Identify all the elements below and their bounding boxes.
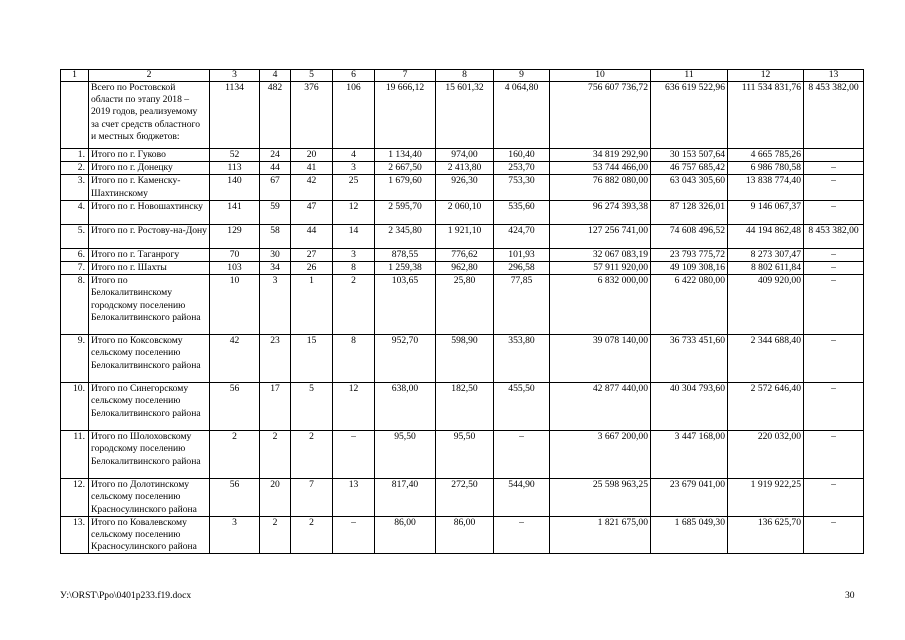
- value-cell-col-8: 1 921,10: [436, 224, 494, 248]
- value-cell-col-5: 1: [291, 275, 333, 335]
- value-cell-col-8: 974,00: [436, 149, 494, 162]
- value-cell-col-10: 756 607 736,72: [550, 82, 651, 149]
- value-cell-col-10: 127 256 741,00: [550, 224, 651, 248]
- value-cell-col-11: 63 043 305,60: [651, 175, 728, 200]
- table-row: [61, 224, 864, 248]
- value-cell-col-3: 141: [210, 200, 260, 224]
- row-name-cell: Итого по г. Каменску-Шахтинскому: [89, 175, 210, 200]
- value-cell-col-3: 42: [210, 335, 260, 383]
- row-name-cell: Всего по Ростовской области по этапу 2018 – 2019 годов, реализуемому за счет средств областного и местных бюджетов:: [89, 82, 210, 149]
- value-cell-col-11: 87 128 326,01: [651, 200, 728, 224]
- value-cell-col-8: 962,80: [436, 262, 494, 275]
- value-cell-col-6: 12: [333, 383, 375, 431]
- value-cell-col-13: –: [804, 383, 864, 431]
- value-cell-col-7: 95,50: [375, 431, 436, 479]
- row-number-cell: 13.: [61, 516, 89, 554]
- value-cell-col-8: 182,50: [436, 383, 494, 431]
- row-name-cell: Итого по г. Ростову-на-Дону: [89, 224, 210, 248]
- value-cell-col-4: 3: [260, 275, 291, 335]
- value-cell-col-12: 4 665 785,26: [728, 149, 804, 162]
- value-cell-col-10: 34 819 292,90: [550, 149, 651, 162]
- row-number-cell: 6.: [61, 248, 89, 261]
- value-cell-col-9: 253,70: [494, 162, 550, 175]
- value-cell-col-13: 8 453 382,00: [804, 224, 864, 248]
- value-cell-col-9: 296,58: [494, 262, 550, 275]
- column-number-cell: 3: [210, 70, 260, 82]
- row-number-cell: 9.: [61, 335, 89, 383]
- value-cell-col-3: 129: [210, 224, 260, 248]
- value-cell-col-13: –: [804, 275, 864, 335]
- value-cell-col-3: 70: [210, 248, 260, 261]
- value-cell-col-9: 455,50: [494, 383, 550, 431]
- table-row: [61, 175, 864, 200]
- value-cell-col-10: 39 078 140,00: [550, 335, 651, 383]
- value-cell-col-8: 2 413,80: [436, 162, 494, 175]
- value-cell-col-4: 2: [260, 516, 291, 554]
- column-number-cell: 7: [375, 70, 436, 82]
- value-cell-col-12: 13 838 774,40: [728, 175, 804, 200]
- table-row: [61, 383, 864, 431]
- value-cell-col-4: 2: [260, 431, 291, 479]
- row-number-cell: 10.: [61, 383, 89, 431]
- row-name-cell: Итого по Ковалевскому сельскому поселению Красносулинского района: [89, 516, 210, 554]
- value-cell-col-13: –: [804, 162, 864, 175]
- value-cell-col-7: 1 134,40: [375, 149, 436, 162]
- value-cell-col-8: 926,30: [436, 175, 494, 200]
- value-cell-col-13: –: [804, 479, 864, 517]
- value-cell-col-9: 4 064,80: [494, 82, 550, 149]
- value-cell-col-12: 2 572 646,40: [728, 383, 804, 431]
- row-number-cell: 4.: [61, 200, 89, 224]
- value-cell-col-8: 15 601,32: [436, 82, 494, 149]
- row-number-cell: 3.: [61, 175, 89, 200]
- value-cell-col-6: 3: [333, 248, 375, 261]
- value-cell-col-7: 952,70: [375, 335, 436, 383]
- footer-file-path: У:\ORST\Ppo\0401p233.f19.docx: [60, 590, 192, 601]
- value-cell-col-5: 41: [291, 162, 333, 175]
- value-cell-col-12: 8 273 307,47: [728, 248, 804, 261]
- table-row: [61, 516, 864, 554]
- value-cell-col-4: 23: [260, 335, 291, 383]
- value-cell-col-8: 95,50: [436, 431, 494, 479]
- value-cell-col-10: 96 274 393,38: [550, 200, 651, 224]
- row-number-cell: 5.: [61, 224, 89, 248]
- row-number-cell: 7.: [61, 262, 89, 275]
- value-cell-col-9: 424,70: [494, 224, 550, 248]
- value-cell-col-7: 2 345,80: [375, 224, 436, 248]
- value-cell-col-10: 57 911 920,00: [550, 262, 651, 275]
- value-cell-col-6: 25: [333, 175, 375, 200]
- value-cell-col-11: 74 608 496,52: [651, 224, 728, 248]
- row-name-cell: Итого по г. Донецку: [89, 162, 210, 175]
- column-number-cell: 12: [728, 70, 804, 82]
- row-number-cell: 12.: [61, 479, 89, 517]
- value-cell-col-9: 77,85: [494, 275, 550, 335]
- value-cell-col-9: 101,93: [494, 248, 550, 261]
- value-cell-col-11: 30 153 507,64: [651, 149, 728, 162]
- value-cell-col-4: 67: [260, 175, 291, 200]
- value-cell-col-4: 58: [260, 224, 291, 248]
- value-cell-col-10: 42 877 440,00: [550, 383, 651, 431]
- table-row: [61, 335, 864, 383]
- value-cell-col-11: 36 733 451,60: [651, 335, 728, 383]
- value-cell-col-3: 113: [210, 162, 260, 175]
- row-number-cell: 8.: [61, 275, 89, 335]
- row-name-cell: Итого по Белокалитвинскому городскому поселению Белокалитвинского района: [89, 275, 210, 335]
- row-number-cell: 11.: [61, 431, 89, 479]
- value-cell-col-3: 103: [210, 262, 260, 275]
- table-row: [61, 162, 864, 175]
- value-cell-col-4: 17: [260, 383, 291, 431]
- value-cell-col-8: 25,80: [436, 275, 494, 335]
- value-cell-col-9: 753,30: [494, 175, 550, 200]
- value-cell-col-6: 8: [333, 262, 375, 275]
- value-cell-col-12: 8 802 611,84: [728, 262, 804, 275]
- value-cell-col-8: 598,90: [436, 335, 494, 383]
- value-cell-col-7: 1 679,60: [375, 175, 436, 200]
- value-cell-col-13: –: [804, 175, 864, 200]
- value-cell-col-13: –: [804, 248, 864, 261]
- value-cell-col-9: 160,40: [494, 149, 550, 162]
- column-number-cell: 5: [291, 70, 333, 82]
- value-cell-col-8: 272,50: [436, 479, 494, 517]
- value-cell-col-6: 2: [333, 275, 375, 335]
- value-cell-col-7: 86,00: [375, 516, 436, 554]
- column-number-cell: 6: [333, 70, 375, 82]
- value-cell-col-7: 638,00: [375, 383, 436, 431]
- value-cell-col-7: 2 595,70: [375, 200, 436, 224]
- value-cell-col-9: –: [494, 431, 550, 479]
- value-cell-col-6: 3: [333, 162, 375, 175]
- column-number-cell: 11: [651, 70, 728, 82]
- value-cell-col-6: 12: [333, 200, 375, 224]
- value-cell-col-9: –: [494, 516, 550, 554]
- value-cell-col-4: 59: [260, 200, 291, 224]
- value-cell-col-5: 2: [291, 431, 333, 479]
- value-cell-col-6: 106: [333, 82, 375, 149]
- table-row: [61, 479, 864, 517]
- value-cell-col-3: 10: [210, 275, 260, 335]
- value-cell-col-11: 636 619 522,96: [651, 82, 728, 149]
- value-cell-col-5: 20: [291, 149, 333, 162]
- table-row: [61, 275, 864, 335]
- value-cell-col-11: 46 757 685,42: [651, 162, 728, 175]
- value-cell-col-5: 15: [291, 335, 333, 383]
- value-cell-col-12: 111 534 831,76: [728, 82, 804, 149]
- column-number-cell: 4: [260, 70, 291, 82]
- value-cell-col-13: –: [804, 516, 864, 554]
- value-cell-col-3: 3: [210, 516, 260, 554]
- row-name-cell: Итого по Шолоховскому городскому поселению Белокалитвинского района: [89, 431, 210, 479]
- value-cell-col-13: –: [804, 200, 864, 224]
- value-cell-col-4: 44: [260, 162, 291, 175]
- value-cell-col-5: 376: [291, 82, 333, 149]
- value-cell-col-3: 2: [210, 431, 260, 479]
- value-cell-col-7: 1 259,38: [375, 262, 436, 275]
- value-cell-col-11: 40 304 793,60: [651, 383, 728, 431]
- value-cell-col-5: 42: [291, 175, 333, 200]
- table-row: [61, 248, 864, 261]
- row-name-cell: Итого по Синегорскому сельскому поселению Белокалитвинского района: [89, 383, 210, 431]
- table-row: [61, 200, 864, 224]
- value-cell-col-5: 27: [291, 248, 333, 261]
- value-cell-col-6: 4: [333, 149, 375, 162]
- value-cell-col-3: 140: [210, 175, 260, 200]
- value-cell-col-13: 8 453 382,00: [804, 82, 864, 149]
- value-cell-col-12: 44 194 862,48: [728, 224, 804, 248]
- value-cell-col-12: 136 625,70: [728, 516, 804, 554]
- value-cell-col-13: [804, 149, 864, 162]
- row-number-cell: 1.: [61, 149, 89, 162]
- page-number: 30: [845, 590, 855, 601]
- value-cell-col-11: 6 422 080,00: [651, 275, 728, 335]
- value-cell-col-7: 817,40: [375, 479, 436, 517]
- value-cell-col-5: 47: [291, 200, 333, 224]
- value-cell-col-3: 52: [210, 149, 260, 162]
- row-name-cell: Итого по г. Таганрогу: [89, 248, 210, 261]
- value-cell-col-7: 878,55: [375, 248, 436, 261]
- row-name-cell: Итого по г. Гуково: [89, 149, 210, 162]
- value-cell-col-13: –: [804, 335, 864, 383]
- total-row: [61, 82, 864, 149]
- value-cell-col-6: 14: [333, 224, 375, 248]
- value-cell-col-6: –: [333, 516, 375, 554]
- value-cell-col-7: 103,65: [375, 275, 436, 335]
- row-number-cell: 2.: [61, 162, 89, 175]
- value-cell-col-12: 220 032,00: [728, 431, 804, 479]
- value-cell-col-8: 86,00: [436, 516, 494, 554]
- value-cell-col-4: 34: [260, 262, 291, 275]
- value-cell-col-12: 6 986 780,58: [728, 162, 804, 175]
- value-cell-col-12: 2 344 688,40: [728, 335, 804, 383]
- column-number-cell: 13: [804, 70, 864, 82]
- value-cell-col-9: 544,90: [494, 479, 550, 517]
- value-cell-col-9: 535,60: [494, 200, 550, 224]
- value-cell-col-3: 56: [210, 479, 260, 517]
- value-cell-col-13: –: [804, 431, 864, 479]
- value-cell-col-5: 7: [291, 479, 333, 517]
- data-table: [60, 69, 864, 554]
- column-number-row: [61, 70, 864, 82]
- value-cell-col-6: 13: [333, 479, 375, 517]
- value-cell-col-12: 409 920,00: [728, 275, 804, 335]
- value-cell-col-10: 32 067 083,19: [550, 248, 651, 261]
- value-cell-col-7: 2 667,50: [375, 162, 436, 175]
- value-cell-col-3: 1134: [210, 82, 260, 149]
- value-cell-col-10: 1 821 675,00: [550, 516, 651, 554]
- value-cell-col-10: 3 667 200,00: [550, 431, 651, 479]
- value-cell-col-6: 8: [333, 335, 375, 383]
- value-cell-col-7: 19 666,12: [375, 82, 436, 149]
- value-cell-col-12: 1 919 922,25: [728, 479, 804, 517]
- row-name-cell: Итого по г. Шахты: [89, 262, 210, 275]
- column-number-cell: 10: [550, 70, 651, 82]
- value-cell-col-10: 25 598 963,25: [550, 479, 651, 517]
- row-name-cell: Итого по Коксовскому сельскому поселению Белокалитвинского района: [89, 335, 210, 383]
- value-cell-col-5: 26: [291, 262, 333, 275]
- value-cell-col-3: 56: [210, 383, 260, 431]
- table-row: [61, 149, 864, 162]
- value-cell-col-5: 5: [291, 383, 333, 431]
- row-name-cell: Итого по г. Новошахтинску: [89, 200, 210, 224]
- table-row: [61, 262, 864, 275]
- row-number-cell: [61, 82, 89, 149]
- column-number-cell: 8: [436, 70, 494, 82]
- value-cell-col-11: 1 685 049,30: [651, 516, 728, 554]
- value-cell-col-13: –: [804, 262, 864, 275]
- value-cell-col-10: 6 832 000,00: [550, 275, 651, 335]
- value-cell-col-11: 3 447 168,00: [651, 431, 728, 479]
- value-cell-col-4: 24: [260, 149, 291, 162]
- value-cell-col-4: 30: [260, 248, 291, 261]
- value-cell-col-9: 353,80: [494, 335, 550, 383]
- table-row: [61, 431, 864, 479]
- value-cell-col-6: –: [333, 431, 375, 479]
- value-cell-col-5: 44: [291, 224, 333, 248]
- value-cell-col-12: 9 146 067,37: [728, 200, 804, 224]
- column-number-cell: 2: [89, 70, 210, 82]
- column-number-cell: 1: [61, 70, 89, 82]
- value-cell-col-10: 53 744 466,00: [550, 162, 651, 175]
- value-cell-col-10: 76 882 080,00: [550, 175, 651, 200]
- value-cell-col-11: 49 109 308,16: [651, 262, 728, 275]
- row-name-cell: Итого по Долотинскому сельскому поселению Красносулинского района: [89, 479, 210, 517]
- value-cell-col-4: 482: [260, 82, 291, 149]
- column-number-cell: 9: [494, 70, 550, 82]
- value-cell-col-8: 776,62: [436, 248, 494, 261]
- value-cell-col-4: 20: [260, 479, 291, 517]
- value-cell-col-5: 2: [291, 516, 333, 554]
- value-cell-col-8: 2 060,10: [436, 200, 494, 224]
- value-cell-col-11: 23 793 775,72: [651, 248, 728, 261]
- value-cell-col-11: 23 679 041,00: [651, 479, 728, 517]
